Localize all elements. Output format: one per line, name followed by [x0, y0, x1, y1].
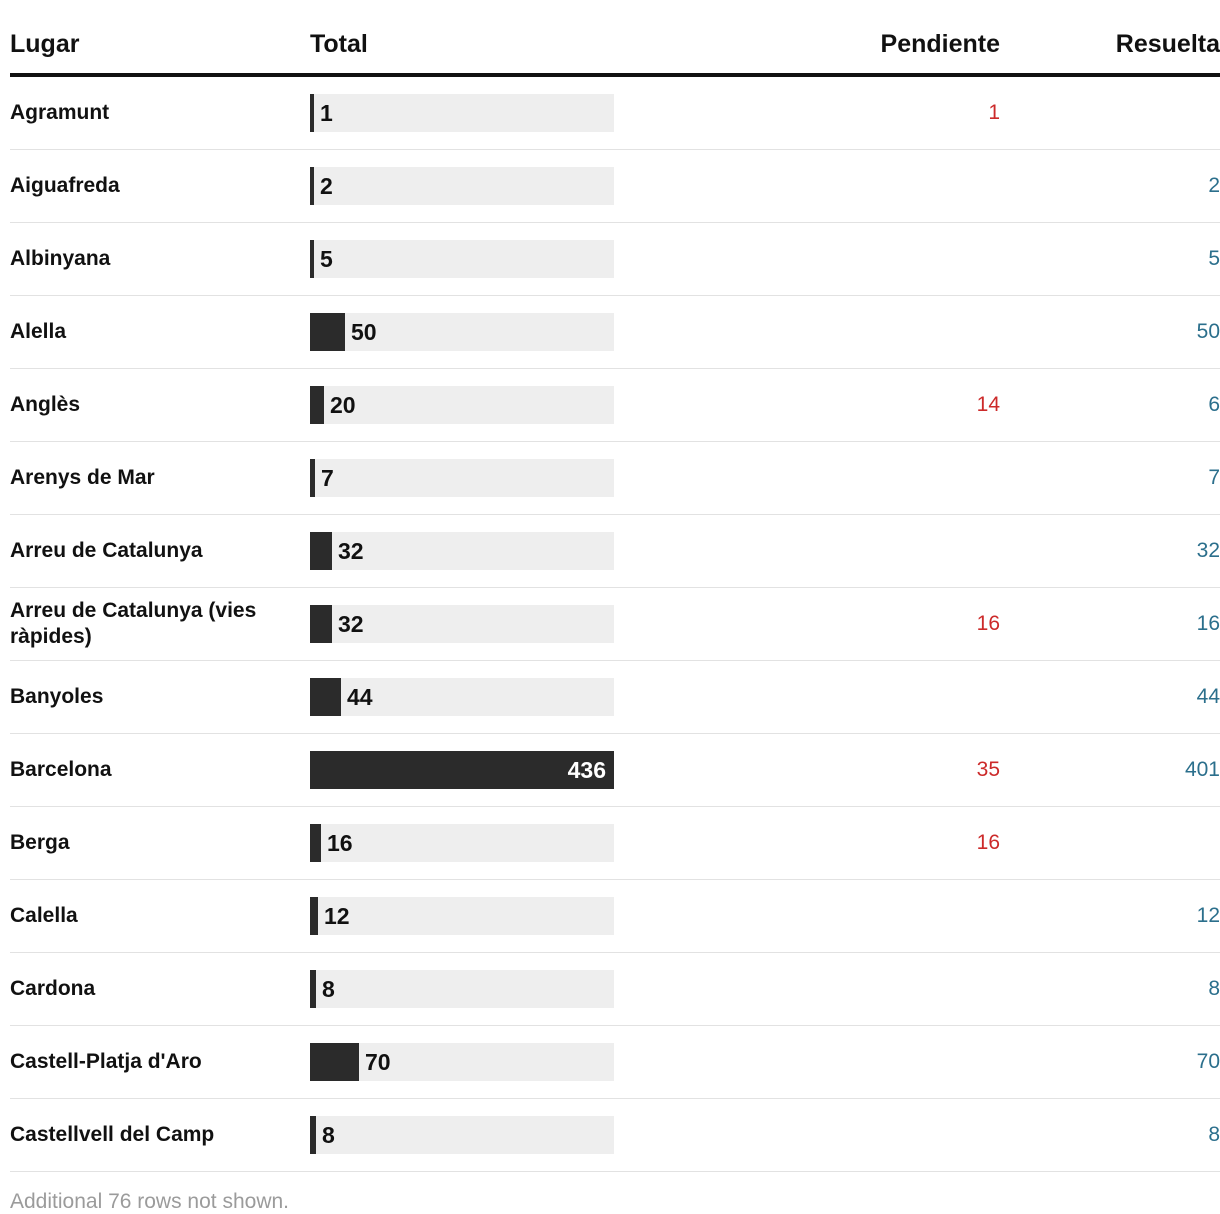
total-bar-fill — [310, 532, 332, 570]
cell-pendiente: 35 — [976, 758, 1000, 781]
table-row — [10, 734, 1220, 807]
cell-total — [310, 588, 790, 661]
total-bar-label: 16 — [327, 829, 353, 856]
cell-total — [310, 953, 790, 1026]
table-row — [10, 442, 1220, 515]
table-header-row — [10, 0, 1220, 75]
cell-total — [310, 442, 790, 515]
cell-pendiente — [790, 1026, 1010, 1099]
table-body — [10, 75, 1220, 1172]
cell-total — [310, 880, 790, 953]
cell-total — [310, 296, 790, 369]
cell-resuelta: 8 — [1208, 977, 1220, 1000]
cell-lugar: Arreu de Catalunya — [10, 538, 203, 562]
cell-resuelta: 5 — [1208, 247, 1220, 270]
table-row — [10, 296, 1220, 369]
cell-pendiente — [790, 296, 1010, 369]
table-row — [10, 953, 1220, 1026]
table-row — [10, 369, 1220, 442]
total-bar — [310, 897, 614, 935]
cell-lugar: Arreu de Catalunya (vies ràpides) — [10, 598, 257, 648]
cell-resuelta: 2 — [1208, 174, 1220, 197]
cell-pendiente: 1 — [988, 101, 1000, 124]
total-bar — [310, 386, 614, 424]
cell-resuelta: 50 — [1196, 320, 1220, 343]
cell-lugar: Agramunt — [10, 100, 110, 124]
column-header-lugar[interactable]: Lugar — [10, 30, 80, 58]
total-bar — [310, 459, 614, 497]
cell-total — [310, 734, 790, 807]
total-bar-fill — [310, 678, 341, 716]
cell-lugar: Berga — [10, 830, 70, 854]
total-bar — [310, 1043, 614, 1081]
total-bar — [310, 1116, 614, 1154]
cell-lugar: Barcelona — [10, 757, 112, 781]
table-row — [10, 807, 1220, 880]
cell-total — [310, 75, 790, 150]
cell-resuelta — [1010, 75, 1220, 150]
total-bar — [310, 678, 614, 716]
total-bar — [310, 167, 614, 205]
column-header-resuelta[interactable]: Resuelta — [1115, 30, 1220, 58]
cell-lugar: Castellvell del Camp — [10, 1122, 215, 1146]
total-bar-fill — [310, 1043, 359, 1081]
total-bar-label: 2 — [320, 172, 333, 199]
total-bar — [310, 751, 614, 789]
total-bar-label: 436 — [567, 756, 606, 783]
cell-pendiente — [790, 1099, 1010, 1172]
cell-resuelta: 6 — [1208, 393, 1220, 416]
total-bar-fill — [310, 313, 345, 351]
total-bar — [310, 970, 614, 1008]
table-row — [10, 223, 1220, 296]
total-bar-label: 32 — [338, 610, 364, 637]
cell-resuelta — [1010, 807, 1220, 880]
total-bar-label: 32 — [338, 537, 364, 564]
cell-resuelta: 70 — [1196, 1050, 1220, 1073]
total-bar — [310, 532, 614, 570]
cell-resuelta: 32 — [1196, 539, 1220, 562]
cell-pendiente: 16 — [976, 831, 1000, 854]
total-bar-label: 70 — [365, 1048, 391, 1075]
cell-pendiente — [790, 442, 1010, 515]
total-bar — [310, 605, 614, 643]
cell-total — [310, 807, 790, 880]
cell-lugar: Cardona — [10, 976, 96, 1000]
cell-resuelta: 7 — [1208, 466, 1220, 489]
cell-pendiente — [790, 515, 1010, 588]
cell-lugar: Banyoles — [10, 684, 104, 708]
table-row — [10, 515, 1220, 588]
total-bar-label: 7 — [321, 464, 334, 491]
total-bar-label: 12 — [324, 902, 350, 929]
cell-pendiente — [790, 661, 1010, 734]
column-header-total[interactable]: Total — [310, 30, 368, 58]
total-bar-fill — [310, 605, 332, 643]
total-bar-label: 8 — [322, 1121, 335, 1148]
table-row — [10, 1026, 1220, 1099]
cell-pendiente: 16 — [976, 612, 1000, 635]
total-bar-label: 20 — [330, 391, 356, 418]
total-bar — [310, 94, 614, 132]
total-bar-label: 5 — [320, 245, 333, 272]
table-row — [10, 150, 1220, 223]
total-bar — [310, 824, 614, 862]
total-bar-fill — [310, 897, 318, 935]
table-row — [10, 588, 1220, 661]
cell-resuelta: 401 — [1184, 758, 1220, 781]
total-bar-label: 50 — [351, 318, 377, 345]
cell-pendiente — [790, 880, 1010, 953]
table-row — [10, 75, 1220, 150]
total-bar-label: 8 — [322, 975, 335, 1002]
total-bar-fill — [310, 824, 321, 862]
cell-resuelta: 44 — [1196, 685, 1220, 708]
table-header — [10, 0, 1220, 75]
cell-pendiente: 14 — [976, 393, 1000, 416]
table-row — [10, 661, 1220, 734]
total-bar — [310, 240, 614, 278]
cell-total — [310, 661, 790, 734]
cell-total — [310, 150, 790, 223]
cell-lugar: Albinyana — [10, 246, 111, 270]
table-footnote: Additional 76 rows not shown. — [10, 1190, 289, 1213]
cell-lugar: Calella — [10, 903, 78, 927]
cell-lugar: Anglès — [10, 392, 81, 416]
total-bar-label: 1 — [320, 99, 333, 126]
total-bar — [310, 313, 614, 351]
cell-total — [310, 515, 790, 588]
cell-total — [310, 1099, 790, 1172]
total-bar-fill — [310, 386, 324, 424]
cell-resuelta: 12 — [1196, 904, 1220, 927]
cell-pendiente — [790, 150, 1010, 223]
total-bar-label: 44 — [347, 683, 373, 710]
cell-total — [310, 369, 790, 442]
cell-lugar: Alella — [10, 319, 67, 343]
cell-resuelta: 16 — [1196, 612, 1220, 635]
table-row — [10, 1099, 1220, 1172]
cell-pendiente — [790, 223, 1010, 296]
cell-total — [310, 223, 790, 296]
cell-resuelta: 8 — [1208, 1123, 1220, 1146]
table-row — [10, 880, 1220, 953]
cell-lugar: Aiguafreda — [10, 173, 120, 197]
places-table — [10, 0, 1220, 1172]
cell-pendiente — [790, 953, 1010, 1026]
cell-lugar: Castell-Platja d'Aro — [10, 1049, 202, 1073]
cell-lugar: Arenys de Mar — [10, 465, 155, 489]
cell-total — [310, 1026, 790, 1099]
column-header-pendiente[interactable]: Pendiente — [880, 30, 1000, 58]
